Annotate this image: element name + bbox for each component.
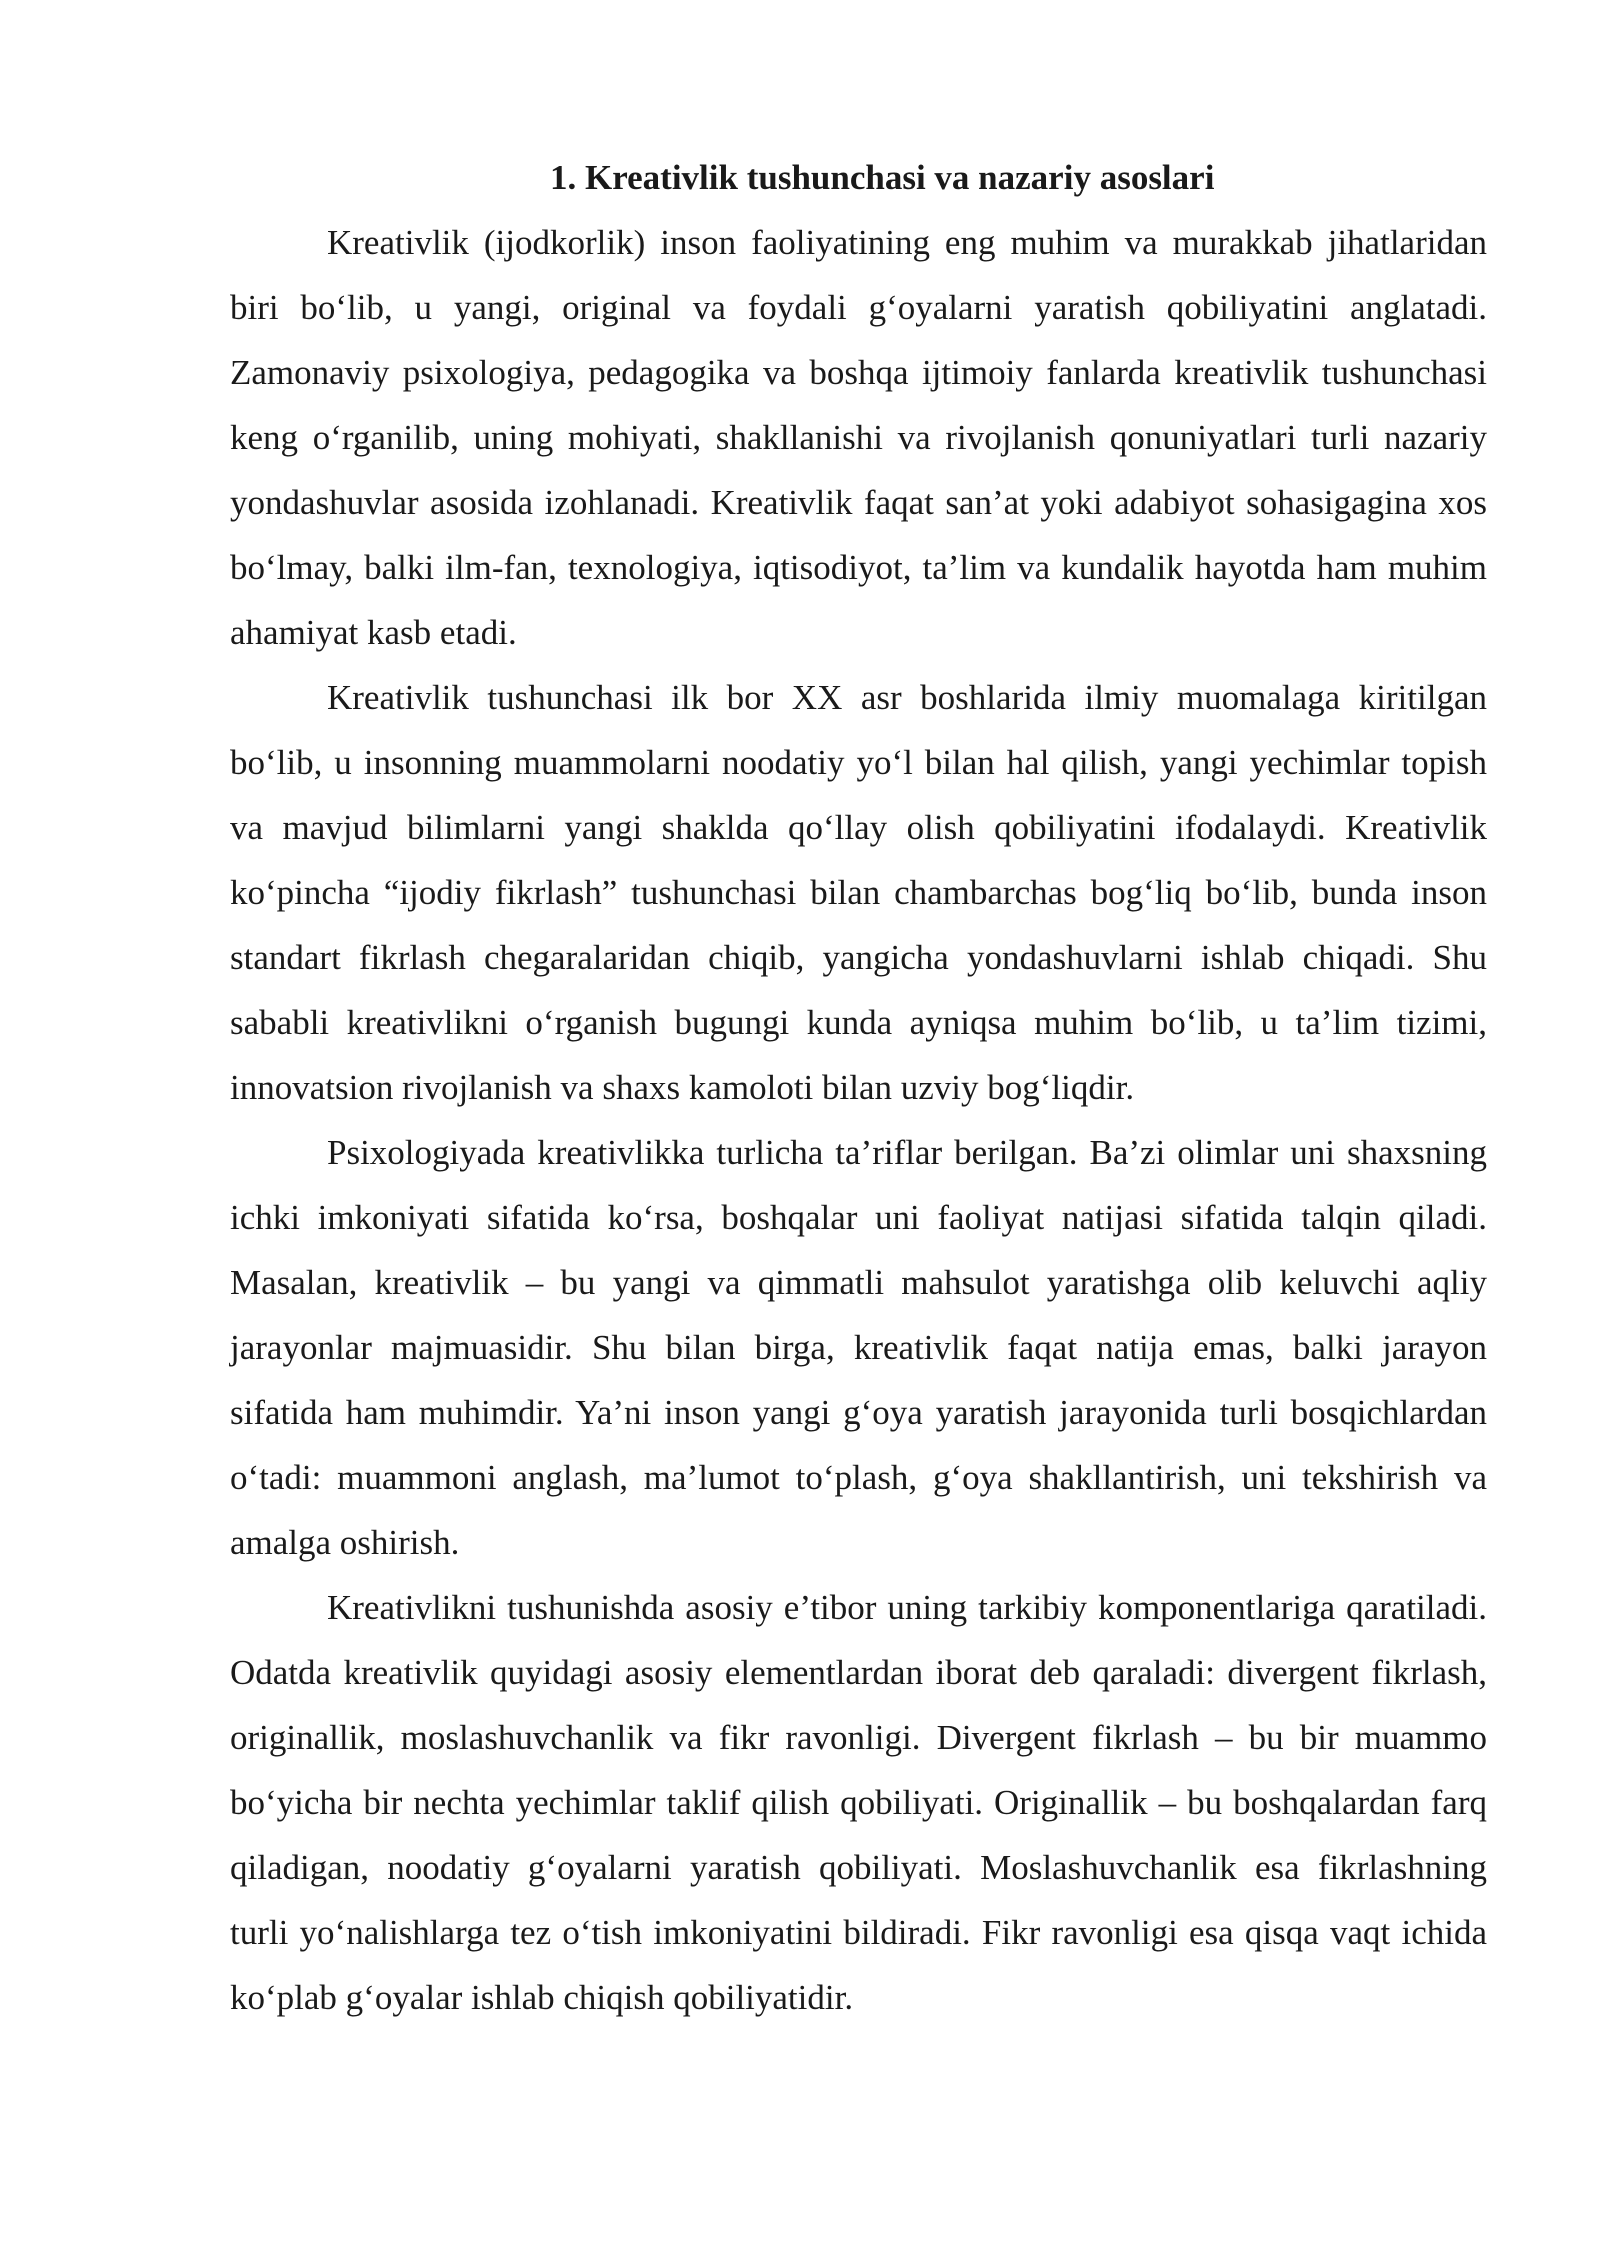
paragraph-2: Kreativlik tushunchasi ilk bor XX asr boshlarida ilmiy muomalaga kiritilgan bo‘lib, u insonning muammolarni noodatiy yo‘l bilan hal qilish, yangi yechimlar topish va mavjud bilimlarni yangi shaklda qo‘llay olish qobiliyatini ifodalaydi. Kreativlik ko‘pincha “ijodiy fikrlash” tushunchasi bilan chambarchas bog‘liq bo‘lib, bunda inson standart fikrlash chegaralaridan chiqib, yangicha yondashuvlarni ishlab chiqadi. Shu sababli kreativlikni o‘rganish bugungi kunda ayniqsa muhim bo‘lib, u ta’lim tizimi, innovatsion rivojlanish va shaxs kamoloti bilan uzviy bog‘liqdir. <box>230 678 1487 1107</box>
paragraph-4: Kreativlikni tushunishda asosiy e’tibor uning tarkibiy komponentlariga qaratiladi. Odatda kreativlik quyidagi asosiy elementlardan iborat deb qaraladi: divergent fikrlash, originallik, moslashuvchanlik va fikr ravonligi. Divergent fikrlash – bu bir muammo bo‘yicha bir nechta yechimlar taklif qilish qobiliyati. Originallik – bu boshqalardan farq qiladigan, noodatiy g‘oyalarni yaratish qobiliyati. Moslashuvchanlik esa fikrlashning turli yo‘nalishlarga tez o‘tish imkoniyatini bildiradi. Fikr ravonligi esa qisqa vaqt ichida ko‘plab g‘oyalar ishlab chiqish qobiliyatidir. <box>230 1588 1487 2017</box>
paragraph-3: Psixologiyada kreativlikka turlicha ta’riflar berilgan. Ba’zi olimlar uni shaxsning ichki imkoniyati sifatida ko‘rsa, boshqalar uni faoliyat natijasi sifatida talqin qiladi. Masalan, kreativlik – bu yangi va qimmatli mahsulot yaratishga olib keluvchi aqliy jarayonlar majmuasidir. Shu bilan birga, kreativlik faqat natija emas, balki jarayon sifatida ham muhimdir. Ya’ni inson yangi g‘oya yaratish jarayonida turli bosqichlardan o‘tadi: muammoni anglash, ma’lumot to‘plash, g‘oya shakllantirish, uni tekshirish va amalga oshirish. <box>230 1133 1487 1562</box>
paragraph-1: Kreativlik (ijodkorlik) inson faoliyatining eng muhim va murakkab jihatlaridan biri bo‘lib, u yangi, original va foydali g‘oyalarni yaratish qobiliyatini anglatadi. Zamonaviy psixologiya, pedagogika va boshqa ijtimoiy fanlarda kreativlik tushunchasi keng o‘rganilib, uning mohiyati, shakllanishi va rivojlanish qonuniyatlari turli nazariy yondashuvlar asosida izohlanadi. Kreativlik faqat san’at yoki adabiyot sohasigagina xos bo‘lmay, balki ilm-fan, texnologiya, iqtisodiyot, ta’lim va kundalik hayotda ham muhim ahamiyat kasb etadi. <box>230 223 1487 652</box>
document-page <box>230 145 1487 2030</box>
section-heading: 1. Kreativlik tushunchasi va nazariy asoslari <box>550 158 1215 197</box>
